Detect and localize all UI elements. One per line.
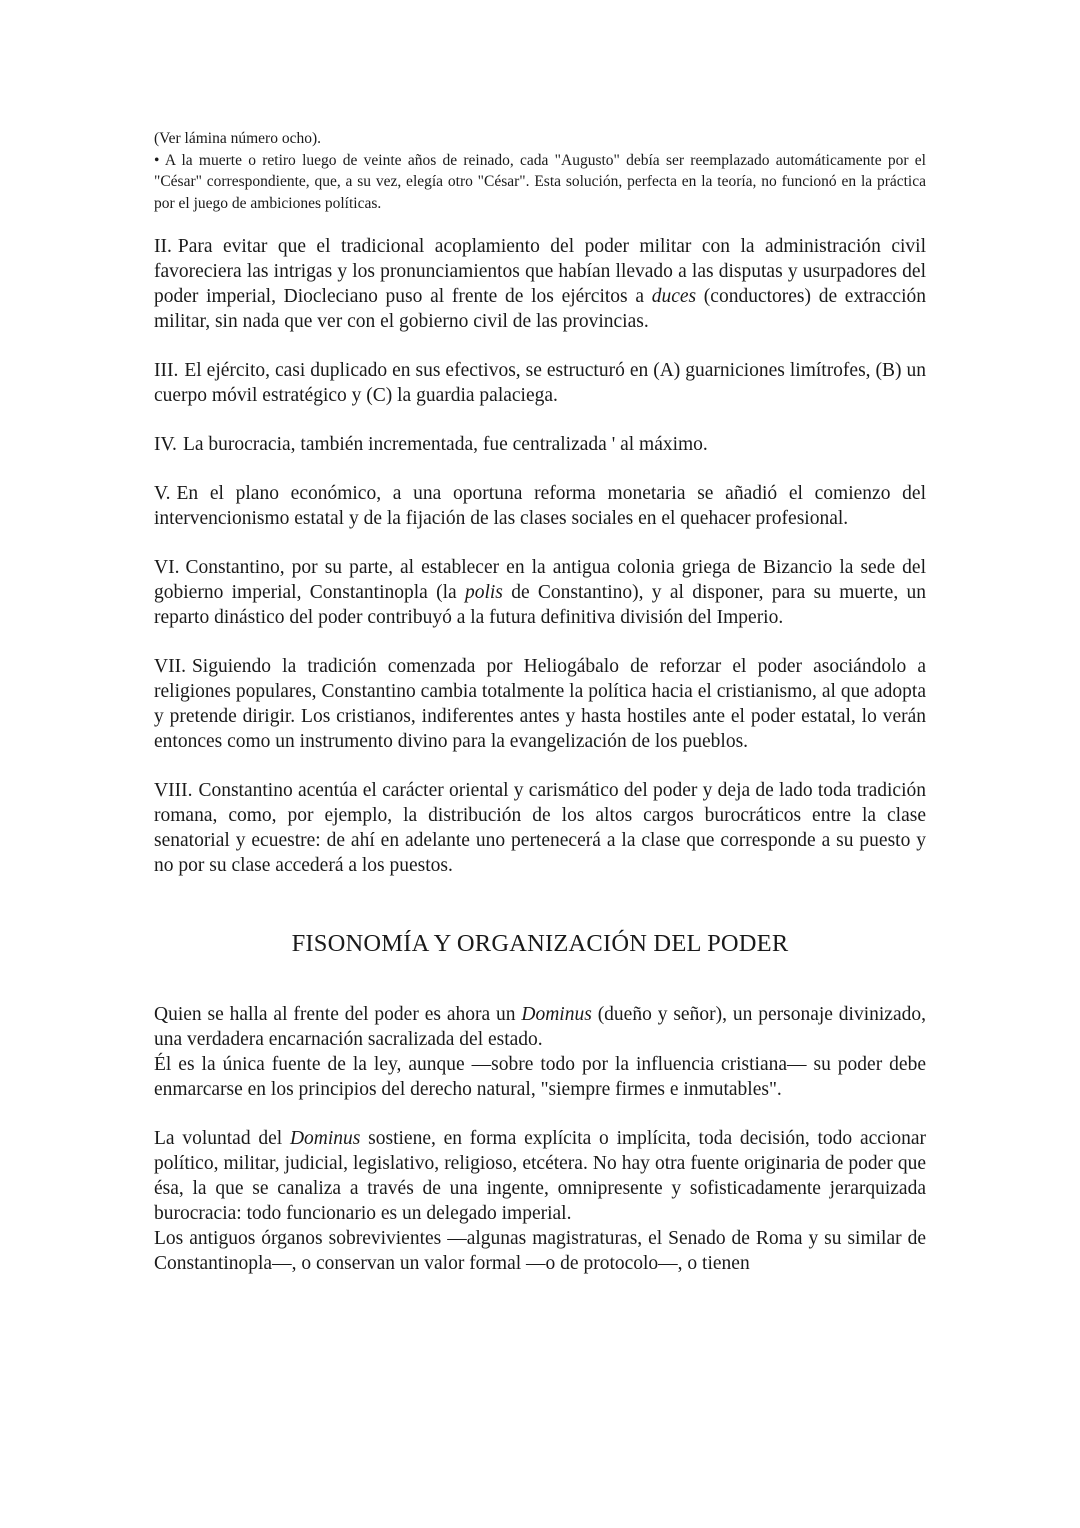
paragraph-iv: IV. La burocracia, también incrementada, fue centralizada ' al máximo. bbox=[154, 434, 708, 455]
numeral-ii: II. bbox=[154, 236, 172, 257]
numeral-viii: VIII. bbox=[154, 780, 193, 801]
section-paragraph-2: Él es la única fuente de la ley, aunque —sobre todo por la influencia cristiana— su poder debe enmarcarse en los principios del derecho natural, "siempre firmes e inmutables". bbox=[154, 1054, 926, 1100]
paragraph-vii: VII. Siguiendo la tradición comenzada por Heliogábalo de reforzar el poder asociándolo a religiones populares, Constantino cambia totalmente la política hacia el cristianismo, al que adopta y pretende dirigir. Los cristianos, indiferentes antes y hasta hostiles ante el poder estatal, lo verán entonces como un instrumento divino para la evangelización de los pueblos. bbox=[154, 656, 926, 752]
numeral-vi: VI. bbox=[154, 557, 180, 578]
numeral-v: V. bbox=[154, 483, 171, 504]
bullet-paragraph: • A la muerte o retiro luego de veinte años de reinado, cada "Augusto" debía ser reemplazado automáticamente por el "César" correspondiente, que, a su vez, elegía otro "César". Esta solución, perfecta en la teoría, no funcionó en la práctica por el juego de ambiciones políticas. bbox=[154, 151, 926, 212]
paragraph-ii: II. Para evitar que el tradicional acoplamiento del poder militar con la administración civil favoreciera las intrigas y los pronunciamientos que habían llevado a las disputas y usurpadores del poder imperial, Diocleciano puso al frente de los ejércitos a duces (conductores) de extracción militar, sin nada que ver con el gobierno civil de las provincias. bbox=[154, 236, 926, 332]
section-paragraph-4: Los antiguos órganos sobrevivientes —algunas magistraturas, el Senado de Roma y su similar de Constantinopla—, o conservan un valor formal —o de protocolo—, o tienen bbox=[154, 1228, 926, 1274]
section-heading: FISONOMÍA Y ORGANIZACIÓN DEL PODER bbox=[291, 930, 789, 957]
intro-line: (Ver lámina número ocho). bbox=[154, 130, 321, 147]
paragraph-vi: VI. Constantino, por su parte, al establecer en la antigua colonia griega de Bizancio la sede del gobierno imperial, Constantinopla (la polis de Constantino), y al disponer, para su muerte, un reparto dinástico del poder contribuyó a la futura definitiva división del Imperio. bbox=[154, 557, 926, 628]
bullet-marker: • bbox=[154, 151, 160, 169]
section-paragraph-1: Quien se halla al frente del poder es ahora un Dominus (dueño y señor), un personaje divinizado, una verdadera encarnación sacralizada del estado. bbox=[154, 1004, 926, 1050]
paragraph-iii: III. El ejército, casi duplicado en sus efectivos, se estructuró en (A) guarniciones limítrofes, (B) un cuerpo móvil estratégico y (C) la guardia palaciega. bbox=[154, 360, 926, 406]
paragraph-v: V. En el plano económico, a una oportuna reforma monetaria se añadió el comienzo del intervencionismo estatal y de la fijación de las clases sociales en el quehacer profesional. bbox=[154, 483, 926, 529]
numeral-iv: IV. bbox=[154, 434, 177, 455]
document-page bbox=[154, 128, 926, 1276]
numeral-vii: VII. bbox=[154, 656, 186, 677]
numeral-iii: III. bbox=[154, 360, 179, 381]
paragraph-viii: VIII. Constantino acentúa el carácter oriental y carismático del poder y deja de lado toda tradición romana, como, por ejemplo, la distribución de los altos cargos burocráticos entre la clase senatorial y ecuestre: de ahí en adelante uno pertenecerá a la clase que corresponde a su puesto y no por su clase accederá a los puestos. bbox=[154, 780, 926, 876]
section-paragraph-3: La voluntad del Dominus sostiene, en forma explícita o implícita, toda decisión, todo accionar político, militar, judicial, legislativo, religioso, etcétera. No hay otra fuente originaria de poder que ésa, la que se canaliza a través de una ingente, omnipresente y sofisticadamente jerarquizada burocracia: todo funcionario es un delegado imperial. bbox=[154, 1128, 926, 1224]
